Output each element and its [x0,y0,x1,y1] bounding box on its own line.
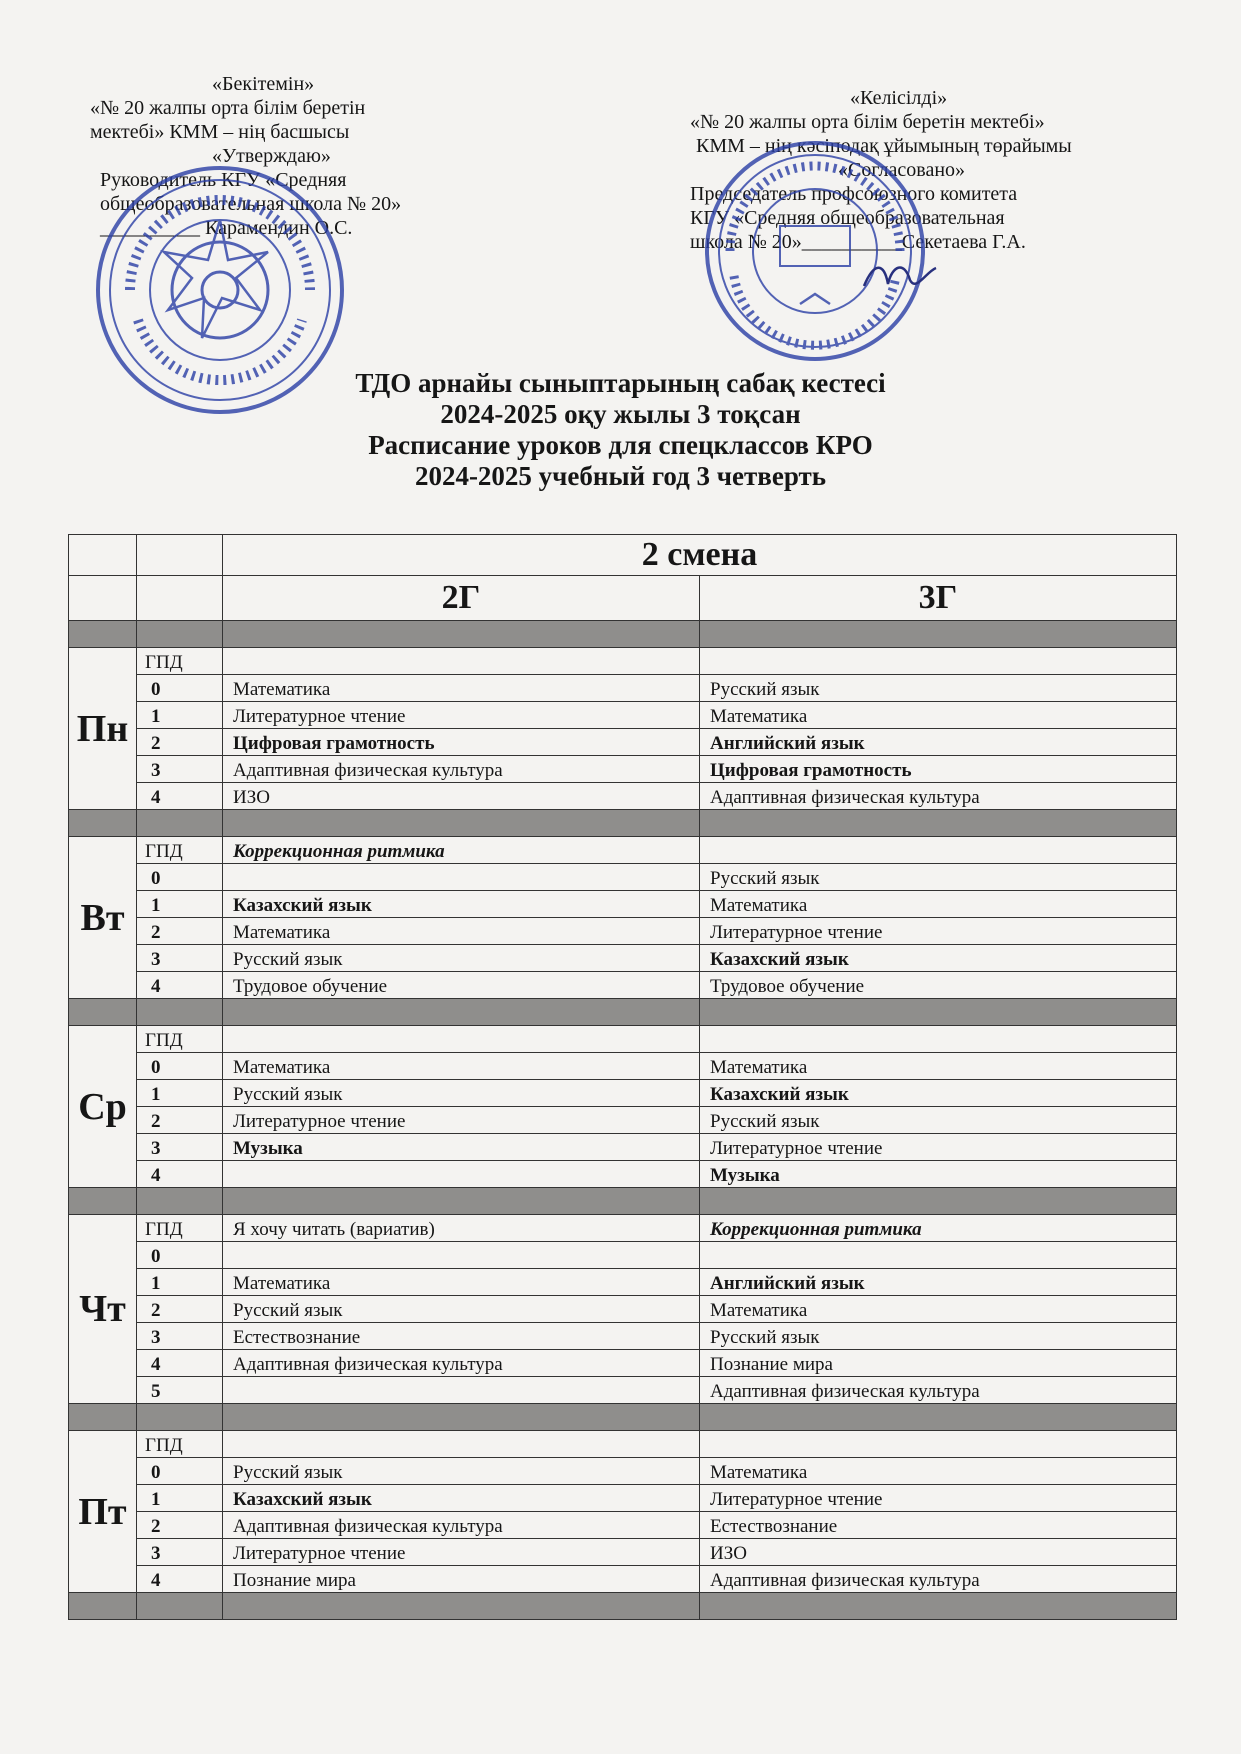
lesson-2g: Естествознание [223,1323,700,1350]
lesson-row [69,918,1177,945]
lesson-row [69,1026,1177,1053]
day-label: Вт [69,837,137,999]
lesson-2g: Математика [223,1269,700,1296]
approval-right-line1: «Келісілді» [850,87,948,109]
lesson-3g: Цифровая грамотность [700,756,1177,783]
approval-right-line3: КММ – нің кәсіподақ ұйымының төрайымы [696,135,1072,157]
lesson-number: 2 [137,729,223,756]
day-separator-row [69,1188,1177,1215]
day-separator-row [69,1404,1177,1431]
lesson-row [69,1458,1177,1485]
lesson-number: 2 [137,1296,223,1323]
separator-cell [69,999,137,1026]
lesson-2g: Цифровая грамотность [223,729,700,756]
approval-right-line6: КГУ «Средняя общеобразовательная [690,207,1005,229]
lesson-2g: Казахский язык [223,891,700,918]
lesson-row [69,1134,1177,1161]
lesson-number: 3 [137,945,223,972]
approval-left-line6: общеобразовательная школа № 20» [100,193,402,215]
day-label: Ср [69,1026,137,1188]
lesson-row [69,1080,1177,1107]
lesson-3g: Русский язык [700,1323,1177,1350]
separator-cell [700,1593,1177,1620]
lesson-3g: Литературное чтение [700,918,1177,945]
lesson-3g [700,1242,1177,1269]
day-label: Чт [69,1215,137,1404]
lesson-row [69,729,1177,756]
day-label: Пт [69,1431,137,1593]
lesson-row [69,756,1177,783]
lesson-number: ГПД [137,837,223,864]
lesson-3g: Коррекционная ритмика [700,1215,1177,1242]
separator-cell [137,999,223,1026]
title-line4: 2024-2025 учебный год 3 четверть [414,461,827,491]
class-header-2g: 2Г [223,576,700,621]
day-separator-row [69,810,1177,837]
separator-cell [223,621,700,648]
lesson-3g: Естествознание [700,1512,1177,1539]
separator-cell [137,810,223,837]
lesson-row [69,675,1177,702]
lesson-number: 3 [137,1323,223,1350]
lesson-2g [223,1377,700,1404]
lesson-2g: Литературное чтение [223,1539,700,1566]
day-separator-row [69,1593,1177,1620]
lesson-row [69,783,1177,810]
header-blank [69,576,137,621]
lesson-row [69,1053,1177,1080]
lesson-2g: ИЗО [223,783,700,810]
lesson-number: 0 [137,1242,223,1269]
lesson-row [69,891,1177,918]
lesson-number: 1 [137,1269,223,1296]
lesson-row [69,1296,1177,1323]
lesson-number: 1 [137,702,223,729]
header-blank [137,576,223,621]
lesson-3g: Адаптивная физическая культура [700,1566,1177,1593]
lesson-row [69,1323,1177,1350]
lesson-3g: Литературное чтение [700,1134,1177,1161]
separator-cell [700,1404,1177,1431]
lesson-number: 4 [137,1566,223,1593]
lesson-row [69,1350,1177,1377]
lesson-number: 4 [137,1161,223,1188]
separator-cell [223,1404,700,1431]
lesson-3g: Английский язык [700,1269,1177,1296]
lesson-2g: Я хочу читать (вариатив) [223,1215,700,1242]
separator-cell [700,810,1177,837]
lesson-3g: Казахский язык [700,1080,1177,1107]
separator-cell [223,999,700,1026]
lesson-2g: Литературное чтение [223,1107,700,1134]
separator-cell [69,1188,137,1215]
lesson-row [69,1161,1177,1188]
lesson-number: 5 [137,1377,223,1404]
lesson-2g: Музыка [223,1134,700,1161]
class-header-3g: 3Г [700,576,1177,621]
lesson-row [69,1107,1177,1134]
approval-right-line2: «№ 20 жалпы орта білім беретін мектебі» [690,111,1045,133]
separator-cell [69,810,137,837]
approval-left-line2: «№ 20 жалпы орта білім беретін [90,97,366,119]
separator-cell [223,1188,700,1215]
lesson-row [69,1215,1177,1242]
lesson-number: 1 [137,1080,223,1107]
lesson-3g: Музыка [700,1161,1177,1188]
lesson-number: 1 [137,891,223,918]
separator-cell [700,999,1177,1026]
approval-right-line7: школа № 20»__________Секетаева Г.А. [690,231,1026,253]
lesson-number: 0 [137,675,223,702]
lesson-2g [223,864,700,891]
approval-right-line4: «Согласовано» [838,159,966,181]
lesson-2g [223,1431,700,1458]
lesson-2g [223,1242,700,1269]
lesson-number: 4 [137,783,223,810]
lesson-row [69,1539,1177,1566]
lesson-number: 2 [137,918,223,945]
lesson-2g [223,1161,700,1188]
day-label: Пн [69,648,137,810]
lesson-3g: Литературное чтение [700,1485,1177,1512]
header-blank [69,535,137,576]
lesson-3g: Казахский язык [700,945,1177,972]
approval-left-line5: Руководитель КГУ «Средняя [100,169,347,191]
separator-cell [137,1593,223,1620]
lesson-2g: Русский язык [223,1296,700,1323]
lesson-number: ГПД [137,1431,223,1458]
header-row-shift [69,535,1177,576]
day-separator-row [69,621,1177,648]
lesson-2g: Адаптивная физическая культура [223,756,700,783]
separator-cell [69,1593,137,1620]
lesson-2g: Трудовое обучение [223,972,700,999]
lesson-row [69,702,1177,729]
lesson-number: 0 [137,1458,223,1485]
lesson-number: ГПД [137,1215,223,1242]
approval-left-line7: __________ Карамендин О.С. [100,217,353,239]
separator-cell [700,1188,1177,1215]
lesson-row [69,1242,1177,1269]
lesson-row [69,1431,1177,1458]
lesson-2g: Русский язык [223,945,700,972]
lesson-2g [223,648,700,675]
title-line3: Расписание уроков для спецклассов КРО [368,430,873,460]
lesson-3g: Адаптивная физическая культура [700,783,1177,810]
lesson-3g: Русский язык [700,1107,1177,1134]
lesson-2g: Русский язык [223,1458,700,1485]
lesson-number: 3 [137,1539,223,1566]
lesson-2g: Адаптивная физическая культура [223,1512,700,1539]
lesson-2g [223,1026,700,1053]
lesson-3g: Математика [700,1053,1177,1080]
lesson-2g: Коррекционная ритмика [223,837,700,864]
shift-header: 2 смена [223,535,1177,576]
approval-left-line1: «Бекітемін» [212,73,315,95]
separator-cell [69,1404,137,1431]
lesson-row [69,1512,1177,1539]
lesson-3g: ИЗО [700,1539,1177,1566]
trade-union-seal-right [700,136,930,366]
lesson-2g: Русский язык [223,1080,700,1107]
lesson-3g [700,1431,1177,1458]
lesson-2g: Познание мира [223,1566,700,1593]
lesson-number: ГПД [137,648,223,675]
lesson-number: 4 [137,972,223,999]
lesson-3g: Трудовое обучение [700,972,1177,999]
lesson-number: 1 [137,1485,223,1512]
lesson-3g [700,648,1177,675]
lesson-row [69,945,1177,972]
lesson-number: 3 [137,756,223,783]
separator-cell [223,1593,700,1620]
separator-cell [700,621,1177,648]
approval-left-line3: мектебі» КММ – нің басшысы [90,121,350,143]
lesson-row [69,1566,1177,1593]
document-title [0,368,1241,492]
lesson-2g: Казахский язык [223,1485,700,1512]
separator-cell [137,621,223,648]
lesson-2g: Адаптивная физическая культура [223,1350,700,1377]
schedule-table [68,534,1177,1620]
lesson-3g: Математика [700,702,1177,729]
lesson-row [69,1269,1177,1296]
lesson-3g: Познание мира [700,1350,1177,1377]
separator-cell [137,1404,223,1431]
lesson-number: 4 [137,1350,223,1377]
header-row-classes [69,576,1177,621]
lesson-3g: Адаптивная физическая культура [700,1377,1177,1404]
separator-cell [69,621,137,648]
lesson-number: ГПД [137,1026,223,1053]
day-separator-row [69,999,1177,1026]
lesson-number: 0 [137,1053,223,1080]
lesson-row [69,1485,1177,1512]
lesson-2g: Математика [223,675,700,702]
separator-cell [223,810,700,837]
approval-right-line5: Председатель профсоюзного комитета [690,183,1018,205]
lesson-number: 0 [137,864,223,891]
lesson-number: 2 [137,1512,223,1539]
lesson-number: 2 [137,1107,223,1134]
lesson-3g: Математика [700,1458,1177,1485]
lesson-3g: Русский язык [700,675,1177,702]
lesson-row [69,837,1177,864]
lesson-row [69,1377,1177,1404]
lesson-3g: Математика [700,891,1177,918]
signature-right [860,256,940,296]
lesson-2g: Литературное чтение [223,702,700,729]
header-blank [137,535,223,576]
lesson-row [69,648,1177,675]
separator-cell [137,1188,223,1215]
lesson-3g [700,837,1177,864]
lesson-row [69,972,1177,999]
lesson-number: 3 [137,1134,223,1161]
title-line2: 2024-2025 оқу жылы 3 тоқсан [440,399,801,429]
title-line1: ТДО арнайы сыныптарының сабақ кестесі [355,368,886,398]
lesson-2g: Математика [223,1053,700,1080]
lesson-row [69,864,1177,891]
lesson-3g: Математика [700,1296,1177,1323]
lesson-2g: Математика [223,918,700,945]
lesson-3g: Русский язык [700,864,1177,891]
lesson-3g: Английский язык [700,729,1177,756]
lesson-3g [700,1026,1177,1053]
approval-left-line4: «Утверждаю» [212,145,331,167]
